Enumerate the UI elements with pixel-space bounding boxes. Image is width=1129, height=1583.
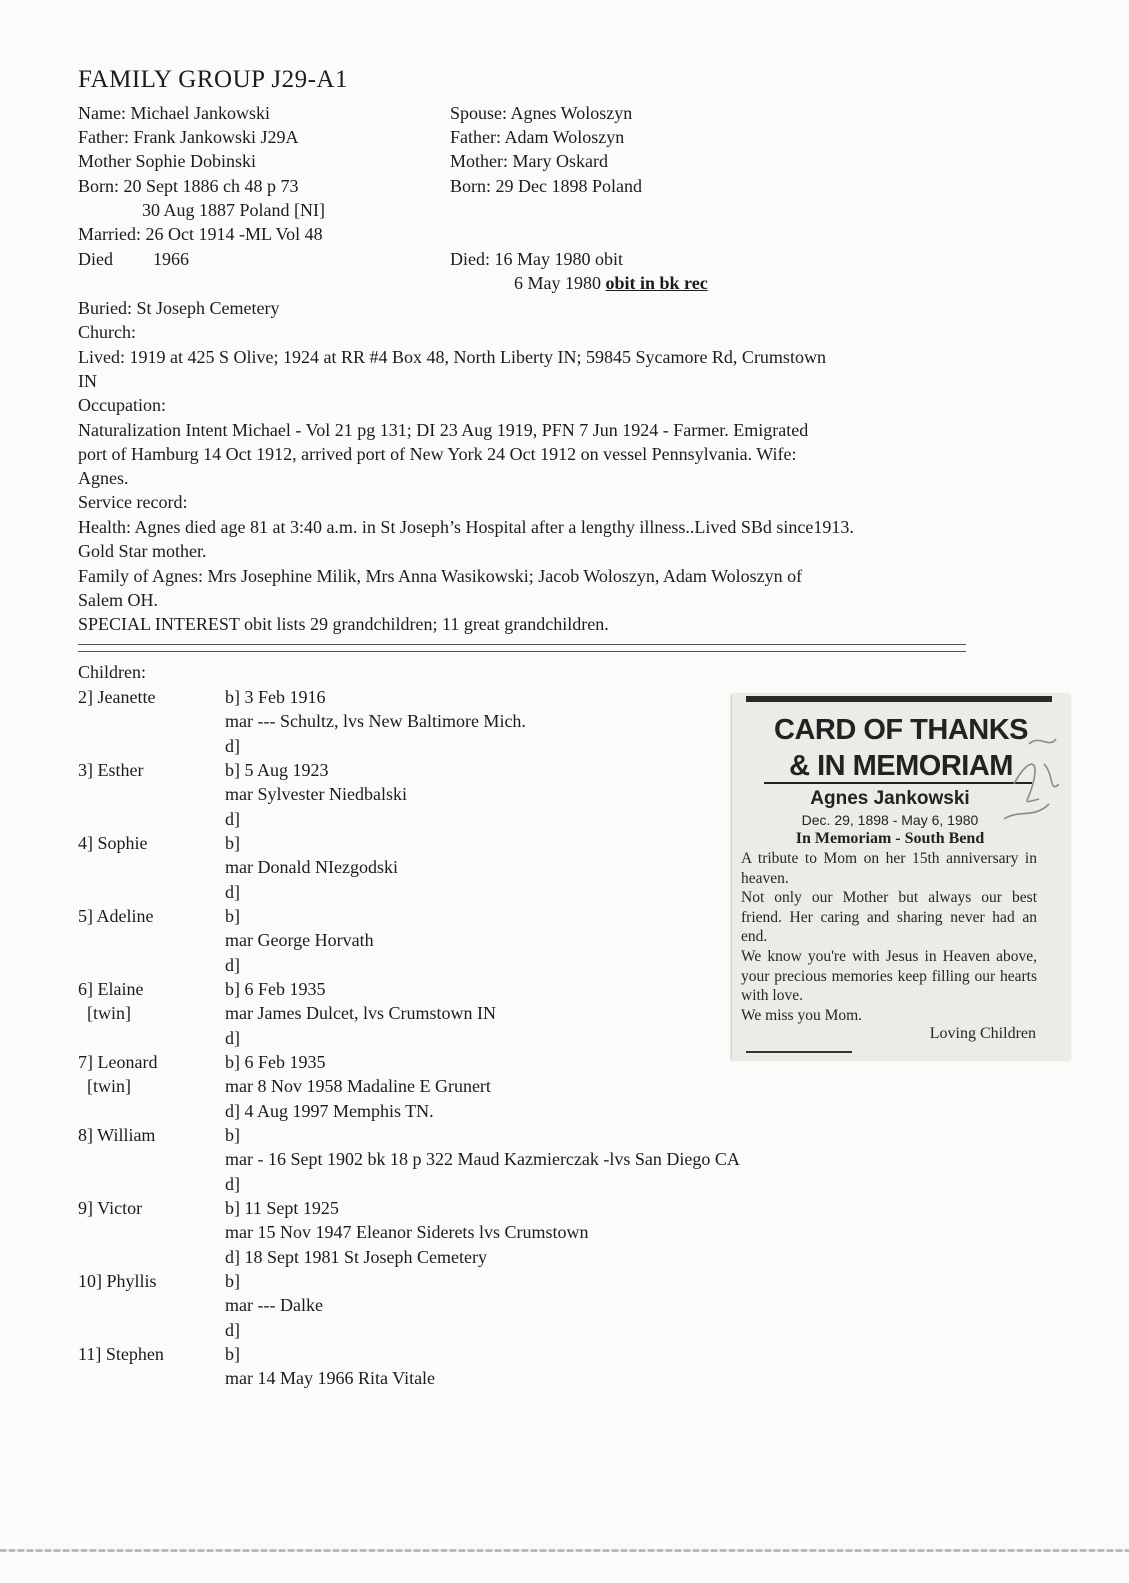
child-name: 11] Stephen [78, 1344, 164, 1364]
child-born: b] [225, 1344, 240, 1364]
clipping-heading-2: & IN MEMORIAM [789, 750, 1013, 782]
spouse-father: Father: Adam Woloszyn [450, 127, 625, 147]
husband-mother: Mother Sophie Dobinski [78, 151, 256, 171]
church: Church: [78, 322, 136, 342]
child-born: b] 3 Feb 1916 [225, 687, 326, 707]
lived-line-1: Lived: 1919 at 425 S Olive; 1924 at RR #4 Box 48, North Liberty IN; 59845 Sycamore Rd, Crumstown [78, 347, 826, 367]
child-name: 9] Victor [78, 1198, 143, 1218]
husband-father: Father: Frank Jankowski J29A [78, 127, 299, 147]
clipping-paragraph: We know you're with Jesus in Heaven above, your precious memories keep filling our hearts with love. [741, 947, 1037, 1005]
child-born: b] 11 Sept 1925 [225, 1198, 339, 1218]
child-name: 2] Jeanette [78, 687, 156, 707]
clipping-paragraph: Not only our Mother but always our best friend. Her caring and sharing never had an end. [741, 889, 1037, 946]
spouse-died-alt [514, 271, 708, 295]
child-died: d] [225, 1174, 240, 1194]
spouse-name: Spouse: Agnes Woloszyn [450, 103, 633, 123]
husband-died-value: 1966 [153, 249, 189, 269]
husband-married: Married: 26 Oct 1914 -ML Vol 48 [78, 224, 323, 244]
clipping-heading-1: CARD OF THANKS [774, 714, 1028, 746]
clipping-paragraph: A tribute to Mom on her 15th anniversary in heaven. [741, 850, 1037, 887]
buried: Buried: St Joseph Cemetery [78, 298, 280, 318]
spouse-mother: Mother: Mary Oskard [450, 151, 608, 171]
child-married: mar Sylvester Niedbalski [225, 784, 407, 804]
child-twin-note: [twin] [87, 1076, 131, 1096]
health-line-1: Health: Agnes died age 81 at 3:40 a.m. in St Joseph’s Hospital after a lengthy illness..Lived SBd since1913. [78, 517, 854, 537]
naturalization-line-3: Agnes. [78, 468, 129, 488]
husband-born-alt: 30 Aug 1887 Poland [NI] [142, 200, 325, 220]
family-line-1: Family of Agnes: Mrs Josephine Milik, Mrs Anna Wasikowski; Jacob Woloszyn, Adam Woloszyn of [78, 566, 803, 586]
spouse-died: Died: 16 May 1980 obit [450, 249, 623, 269]
special-interest: SPECIAL INTEREST obit lists 29 grandchildren; 11 great grandchildren. [78, 614, 609, 634]
clipping-paragraph: We miss you Mom. [741, 1006, 863, 1024]
child-born: b] [225, 1125, 240, 1145]
children-label: Children: [78, 662, 146, 682]
clipping-dates: Dec. 29, 1898 - May 6, 1980 [801, 812, 979, 828]
child-died: d] [225, 1320, 240, 1340]
spouse-born: Born: 29 Dec 1898 Poland [450, 176, 642, 196]
naturalization-line-2: port of Hamburg 14 Oct 1912, arrived port of New York 24 Oct 1912 on vessel Pennsylvania. Wife: [78, 444, 797, 464]
clipping-signature: Loving Children [929, 1025, 1036, 1042]
memorial-clipping [731, 694, 1070, 1060]
clipping-bottom-bar [746, 1051, 852, 1053]
handwritten-annotation [994, 724, 1064, 844]
naturalization-line-1: Naturalization Intent Michael - Vol 21 pg 131; DI 23 Aug 1919, PFN 7 Jun 1924 - Farmer. Emigrated [78, 420, 809, 440]
child-name: 3] Esther [78, 760, 144, 780]
husband-name: Name: Michael Jankowski [78, 103, 270, 123]
child-born: b] 6 Feb 1935 [225, 1052, 326, 1072]
child-married: mar Donald NIezgodski [225, 857, 398, 877]
spouse-died-alt-date: 6 May 1980 [514, 273, 606, 293]
bottom-edge-rule [0, 1549, 1129, 1552]
child-married: mar - 16 Sept 1902 bk 18 p 322 Maud Kazmierczak -lvs San Diego CA [225, 1149, 740, 1169]
occupation: Occupation: [78, 395, 166, 415]
clipping-name: Agnes Jankowski [810, 788, 970, 809]
husband-born: Born: 20 Sept 1886 ch 48 p 73 [78, 176, 299, 196]
child-died: d] [225, 882, 240, 902]
child-married: mar 14 May 1966 Rita Vitale [225, 1368, 436, 1388]
child-name: 6] Elaine [78, 979, 144, 999]
child-born: b] 6 Feb 1935 [225, 979, 326, 999]
child-died: d] [225, 809, 240, 829]
child-married: mar 8 Nov 1958 Madaline E Grunert [225, 1076, 491, 1096]
section-divider [78, 644, 966, 652]
child-married: mar 15 Nov 1947 Eleanor Siderets lvs Crumstown [225, 1222, 589, 1242]
child-died: d] 4 Aug 1997 Memphis TN. [225, 1101, 434, 1121]
clipping-top-bar [746, 696, 1052, 702]
child-name: 5] Adeline [78, 906, 154, 926]
child-twin-note: [twin] [87, 1003, 131, 1023]
child-born: b] [225, 833, 240, 853]
clipping-body [741, 849, 1037, 1025]
child-married: mar --- Schultz, lvs New Baltimore Mich. [225, 711, 526, 731]
obit-record-link[interactable]: obit in bk rec [605, 273, 708, 293]
family-line-2: Salem OH. [78, 590, 158, 610]
child-died: d] [225, 955, 240, 975]
child-died: d] 18 Sept 1981 St Joseph Cemetery [225, 1247, 487, 1267]
child-name: 8] William [78, 1125, 156, 1145]
page-title: FAMILY GROUP J29-A1 [78, 66, 348, 93]
child-died: d] [225, 1028, 240, 1048]
child-name: 7] Leonard [78, 1052, 158, 1072]
child-born: b] 5 Aug 1923 [225, 760, 329, 780]
husband-died-label: Died [78, 249, 113, 269]
service-record: Service record: [78, 492, 188, 512]
child-married: mar James Dulcet, lvs Crumstown IN [225, 1003, 496, 1023]
lived-line-2: IN [78, 371, 97, 391]
child-born: b] [225, 1271, 240, 1291]
child-name: 4] Sophie [78, 833, 148, 853]
child-died: d] [225, 736, 240, 756]
child-born: b] [225, 906, 240, 926]
clipping-heading-underline [764, 782, 1032, 784]
clipping-subheading: In Memoriam - South Bend [795, 830, 985, 847]
health-line-2: Gold Star mother. [78, 541, 207, 561]
child-married: mar --- Dalke [225, 1295, 323, 1315]
child-name: 10] Phyllis [78, 1271, 157, 1291]
child-married: mar George Horvath [225, 930, 374, 950]
